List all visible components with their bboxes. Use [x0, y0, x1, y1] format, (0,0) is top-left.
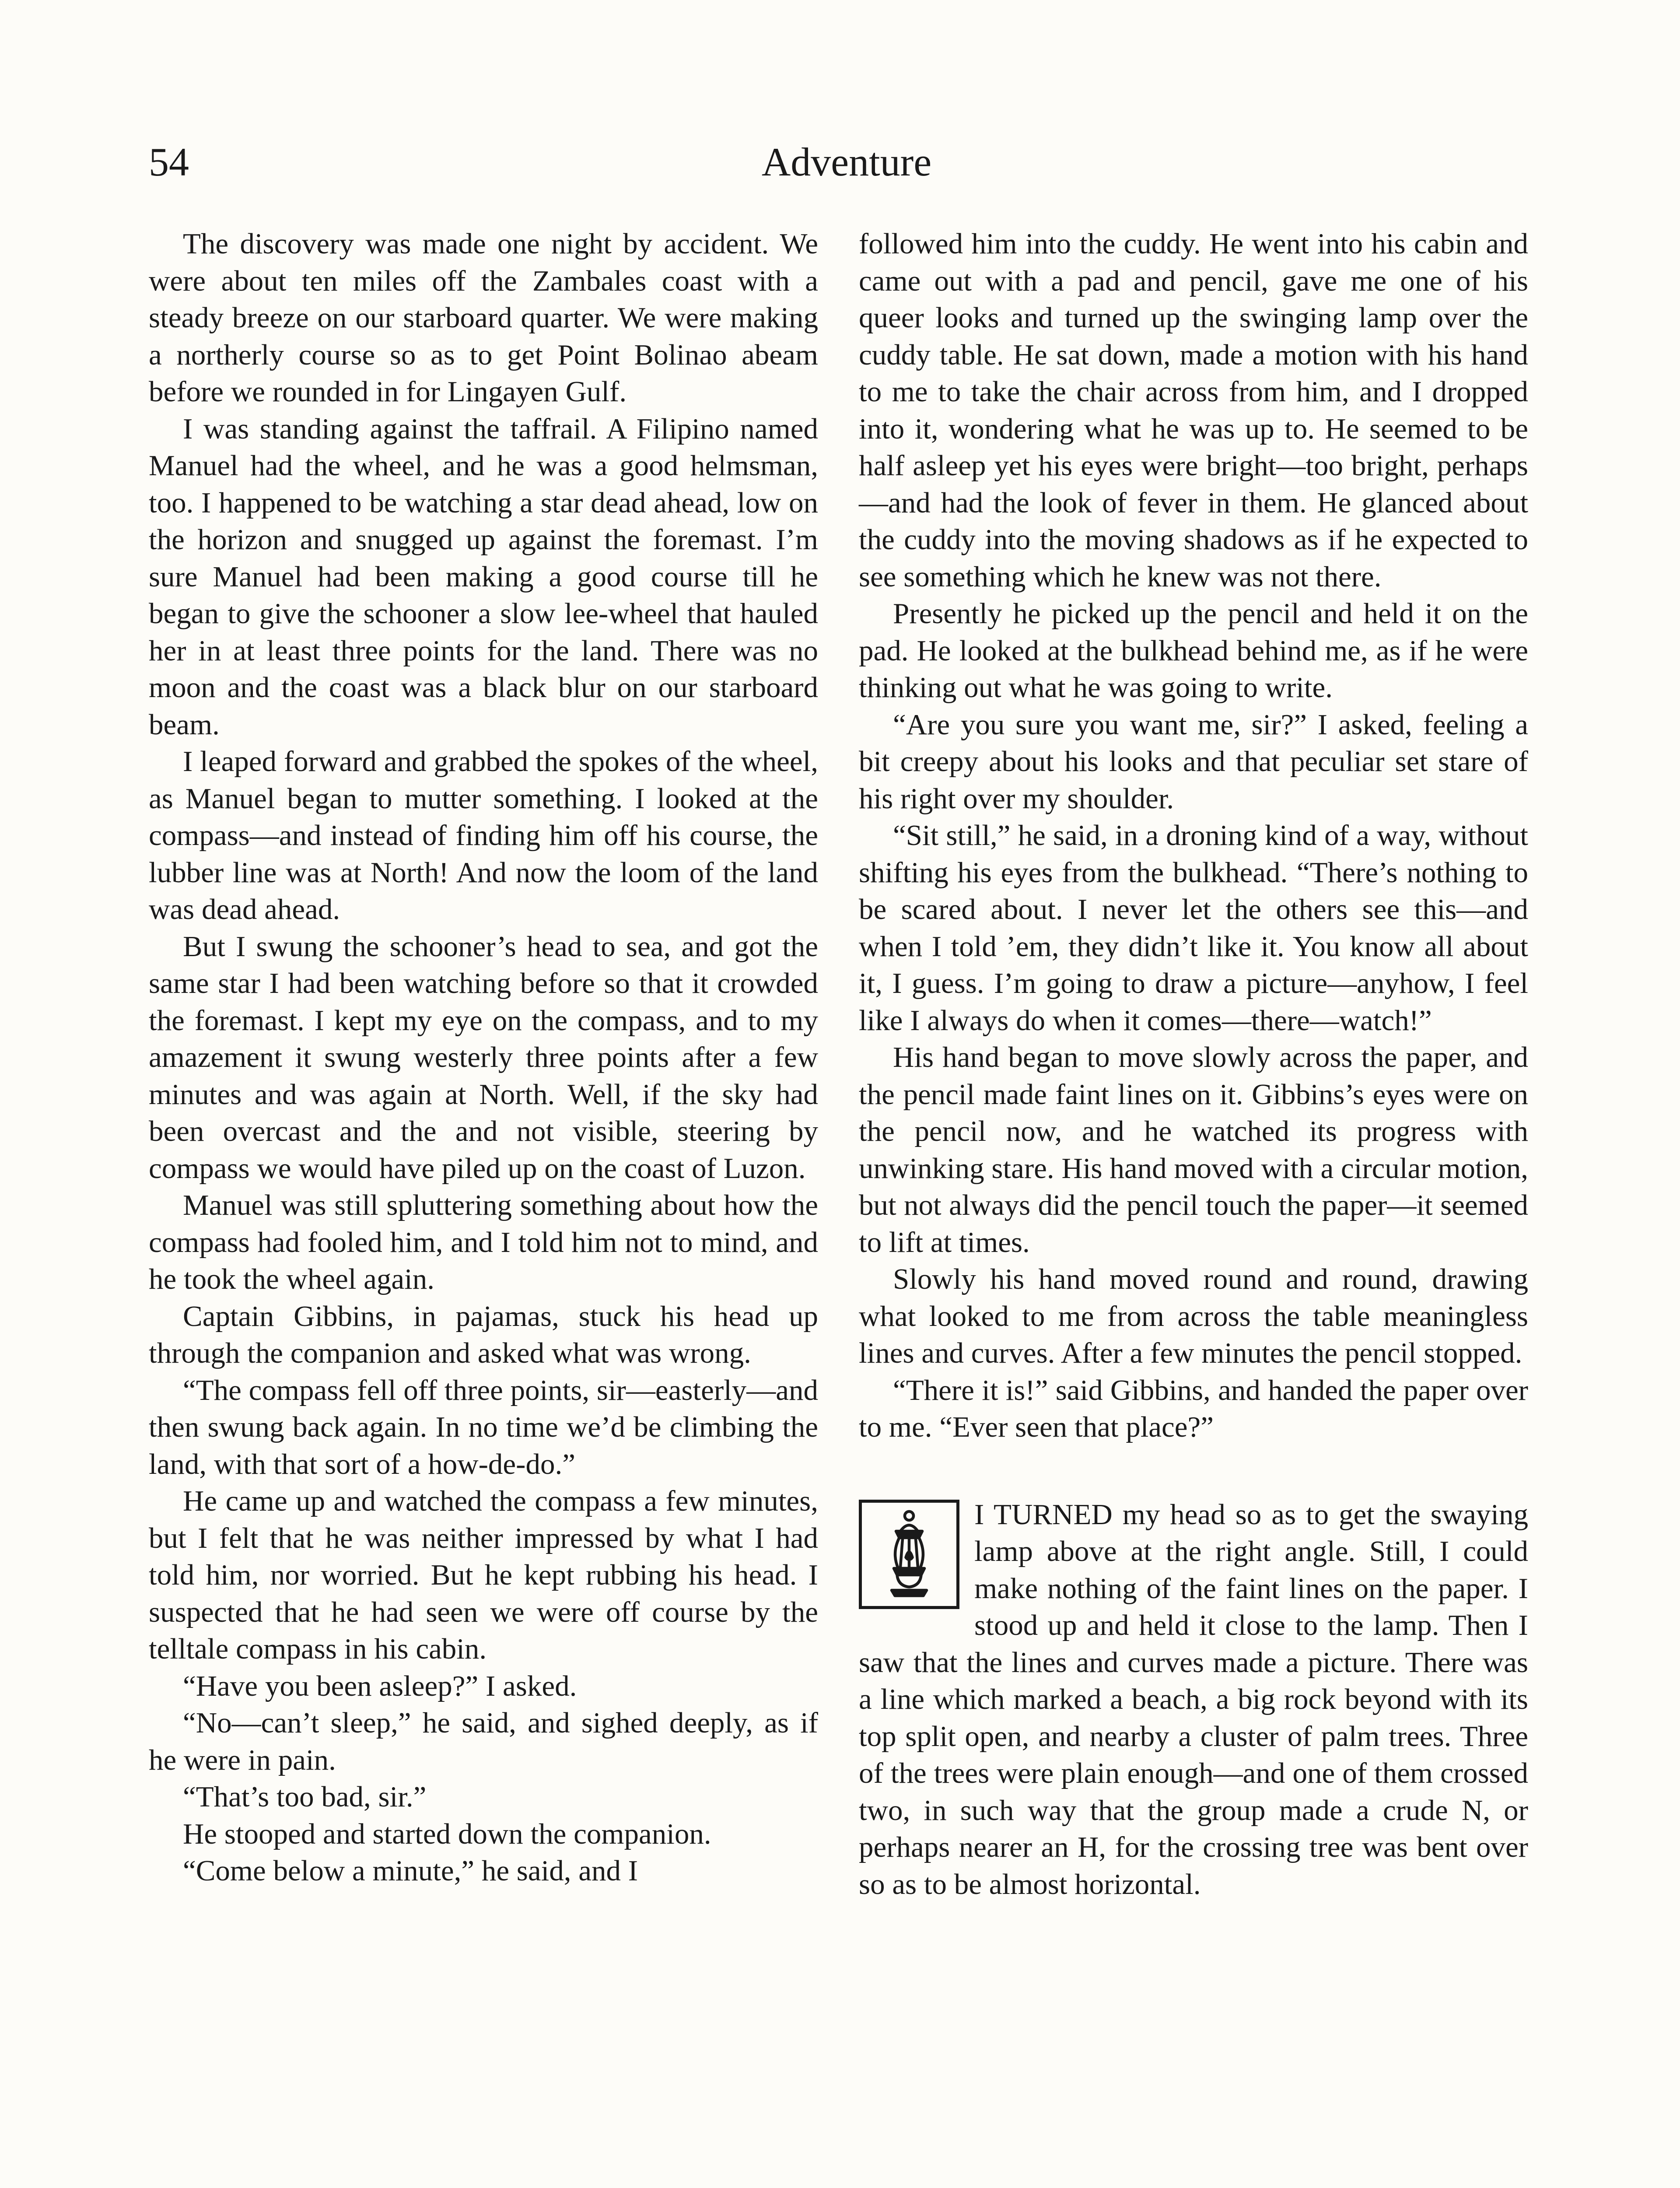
- paragraph: His hand began to move slowly across the paper, and the pencil made faint lines on it. Gibbins’s eyes were on the pencil now, and he watched its progress with unwinking stare. His hand moved with a circular motion, but not always did the pencil touch the paper—it seemed to lift at times.: [859, 1041, 1528, 1259]
- lantern-icon: [859, 1500, 959, 1609]
- paragraph: “No—can’t sleep,” he said, and sighed deeply, as if he were in pain.: [149, 1707, 818, 1776]
- paragraph: “Sit still,” he said, in a droning kind of a way, without shifting his eyes from the bulkhead. “There’s nothing to be scared about. I never let the others see this—and when I told ’em, they didn’t like it. You know all about it, I guess. I’m going to draw a picture—anyhow, I feel like I always do when it comes—there—watch!”: [859, 819, 1528, 1037]
- paragraph: He came up and watched the compass a few minutes, but I felt that he was neither impressed by what I had told him, nor worried. But he kept rubbing his head. I suspected that he had seen we were off course by the telltale compass in his cabin.: [149, 1485, 818, 1665]
- paragraph: “Come below a minute,” he said, and I: [183, 1855, 638, 1887]
- paragraph: The discovery was made one night by accident. We were about ten miles off the Zambales coast with a steady breeze on our starboard quarter. We were making a northerly course so as to get Point Bolinao abeam before we rounded in for Lingayen Gulf.: [149, 228, 818, 408]
- paragraph: But I swung the schooner’s head to sea, and got the same star I had been watching before so that it crowded the foremast. I kept my eye on the compass, and to my amazement it swung westerly three points after a few minutes and was again at North. Well, if the sky had been overcast and the and not visible, steering by compass we would have piled up on the coast of Luzon.: [149, 930, 818, 1185]
- paragraph: I leaped forward and grabbed the spokes of the wheel, as Manuel began to mutter something. I looked at the compass—and instead of finding him off his course, the lubber line was at North! And now the loom of the land was dead ahead.: [149, 745, 818, 926]
- right-column: [859, 225, 1528, 1903]
- paragraph: He stooped and started down the companion.: [183, 1817, 711, 1850]
- paragraph: followed him into the cuddy. He went into his cabin and came out with a pad and pencil, gave me one of his queer looks and turned up the swinging lamp over the cuddy table. He sat down, made a motion with his hand to me to take the chair across from him, and I dropped into it, wondering what he was up to. He seemed to be half asleep yet his eyes were bright—too bright, perhaps—and had the look of fever in them. He glanced about the cuddy into the moving shadows as if he expected to see something which he knew was not there.: [859, 228, 1528, 593]
- left-column: [149, 225, 818, 1890]
- paragraph: I was standing against the taffrail. A Filipino named Manuel had the wheel, and he was a good helmsman, too. I happened to be watching a star dead ahead, low on the horizon and snugged up against the foremast. I’m sure Manuel had been making a good course till he began to give the schooner a slow lee-wheel that hauled her in at least three points for the land. There was no moon and the coast was a black blur on our starboard beam.: [149, 412, 818, 741]
- paragraph: “Are you sure you want me, sir?” I asked, feeling a bit creepy about his looks and that peculiar set stare of his right over my shoulder.: [859, 708, 1528, 815]
- paragraph: “Have you been asleep?” I asked.: [183, 1669, 577, 1702]
- section-start: [859, 1496, 1528, 1903]
- paragraph: Slowly his hand moved round and round, drawing what looked to me from across the table meaningless lines and curves. After a few minutes the pencil stopped.: [859, 1263, 1528, 1369]
- page-number: 54: [149, 140, 189, 184]
- paragraph: “That’s too bad, sir.”: [183, 1781, 427, 1813]
- running-title: Adventure: [761, 140, 932, 184]
- paragraph: “There it is!” said Gibbins, and handed the paper over to me. “Ever seen that place?”: [859, 1374, 1528, 1443]
- paragraph: Presently he picked up the pencil and held it on the pad. He looked at the bulkhead behind me, as if he were thinking out what he was going to write.: [859, 597, 1528, 704]
- paragraph: Manuel was still spluttering something about how the compass had fooled him, and I told him not to mind, and he took the wheel again.: [149, 1189, 818, 1295]
- paragraph: Captain Gibbins, in pajamas, stuck his head up through the companion and asked what was wrong.: [149, 1300, 818, 1369]
- section-paragraph: I TURNED my head so as to get the swaying lamp above at the right angle. Still, I could make nothing of the faint lines on the paper. I stood up and held it close to the lamp. Then I saw that the lines and curves made a picture. There was a line which marked a beach, a big rock beyond with its top split open, and nearby a cluster of palm trees. Three of the trees were plain enough—and one of them crossed two, in such way that the group made a crude N, or perhaps nearer an H, for the crossing tree was bent over so as to be almost horizontal.: [859, 1498, 1528, 1900]
- page-header: [149, 129, 1544, 199]
- paragraph: “The compass fell off three points, sir—easterly—and then swung back again. In no time we’d be climbing the land, with that sort of a how-de-do.”: [149, 1374, 818, 1480]
